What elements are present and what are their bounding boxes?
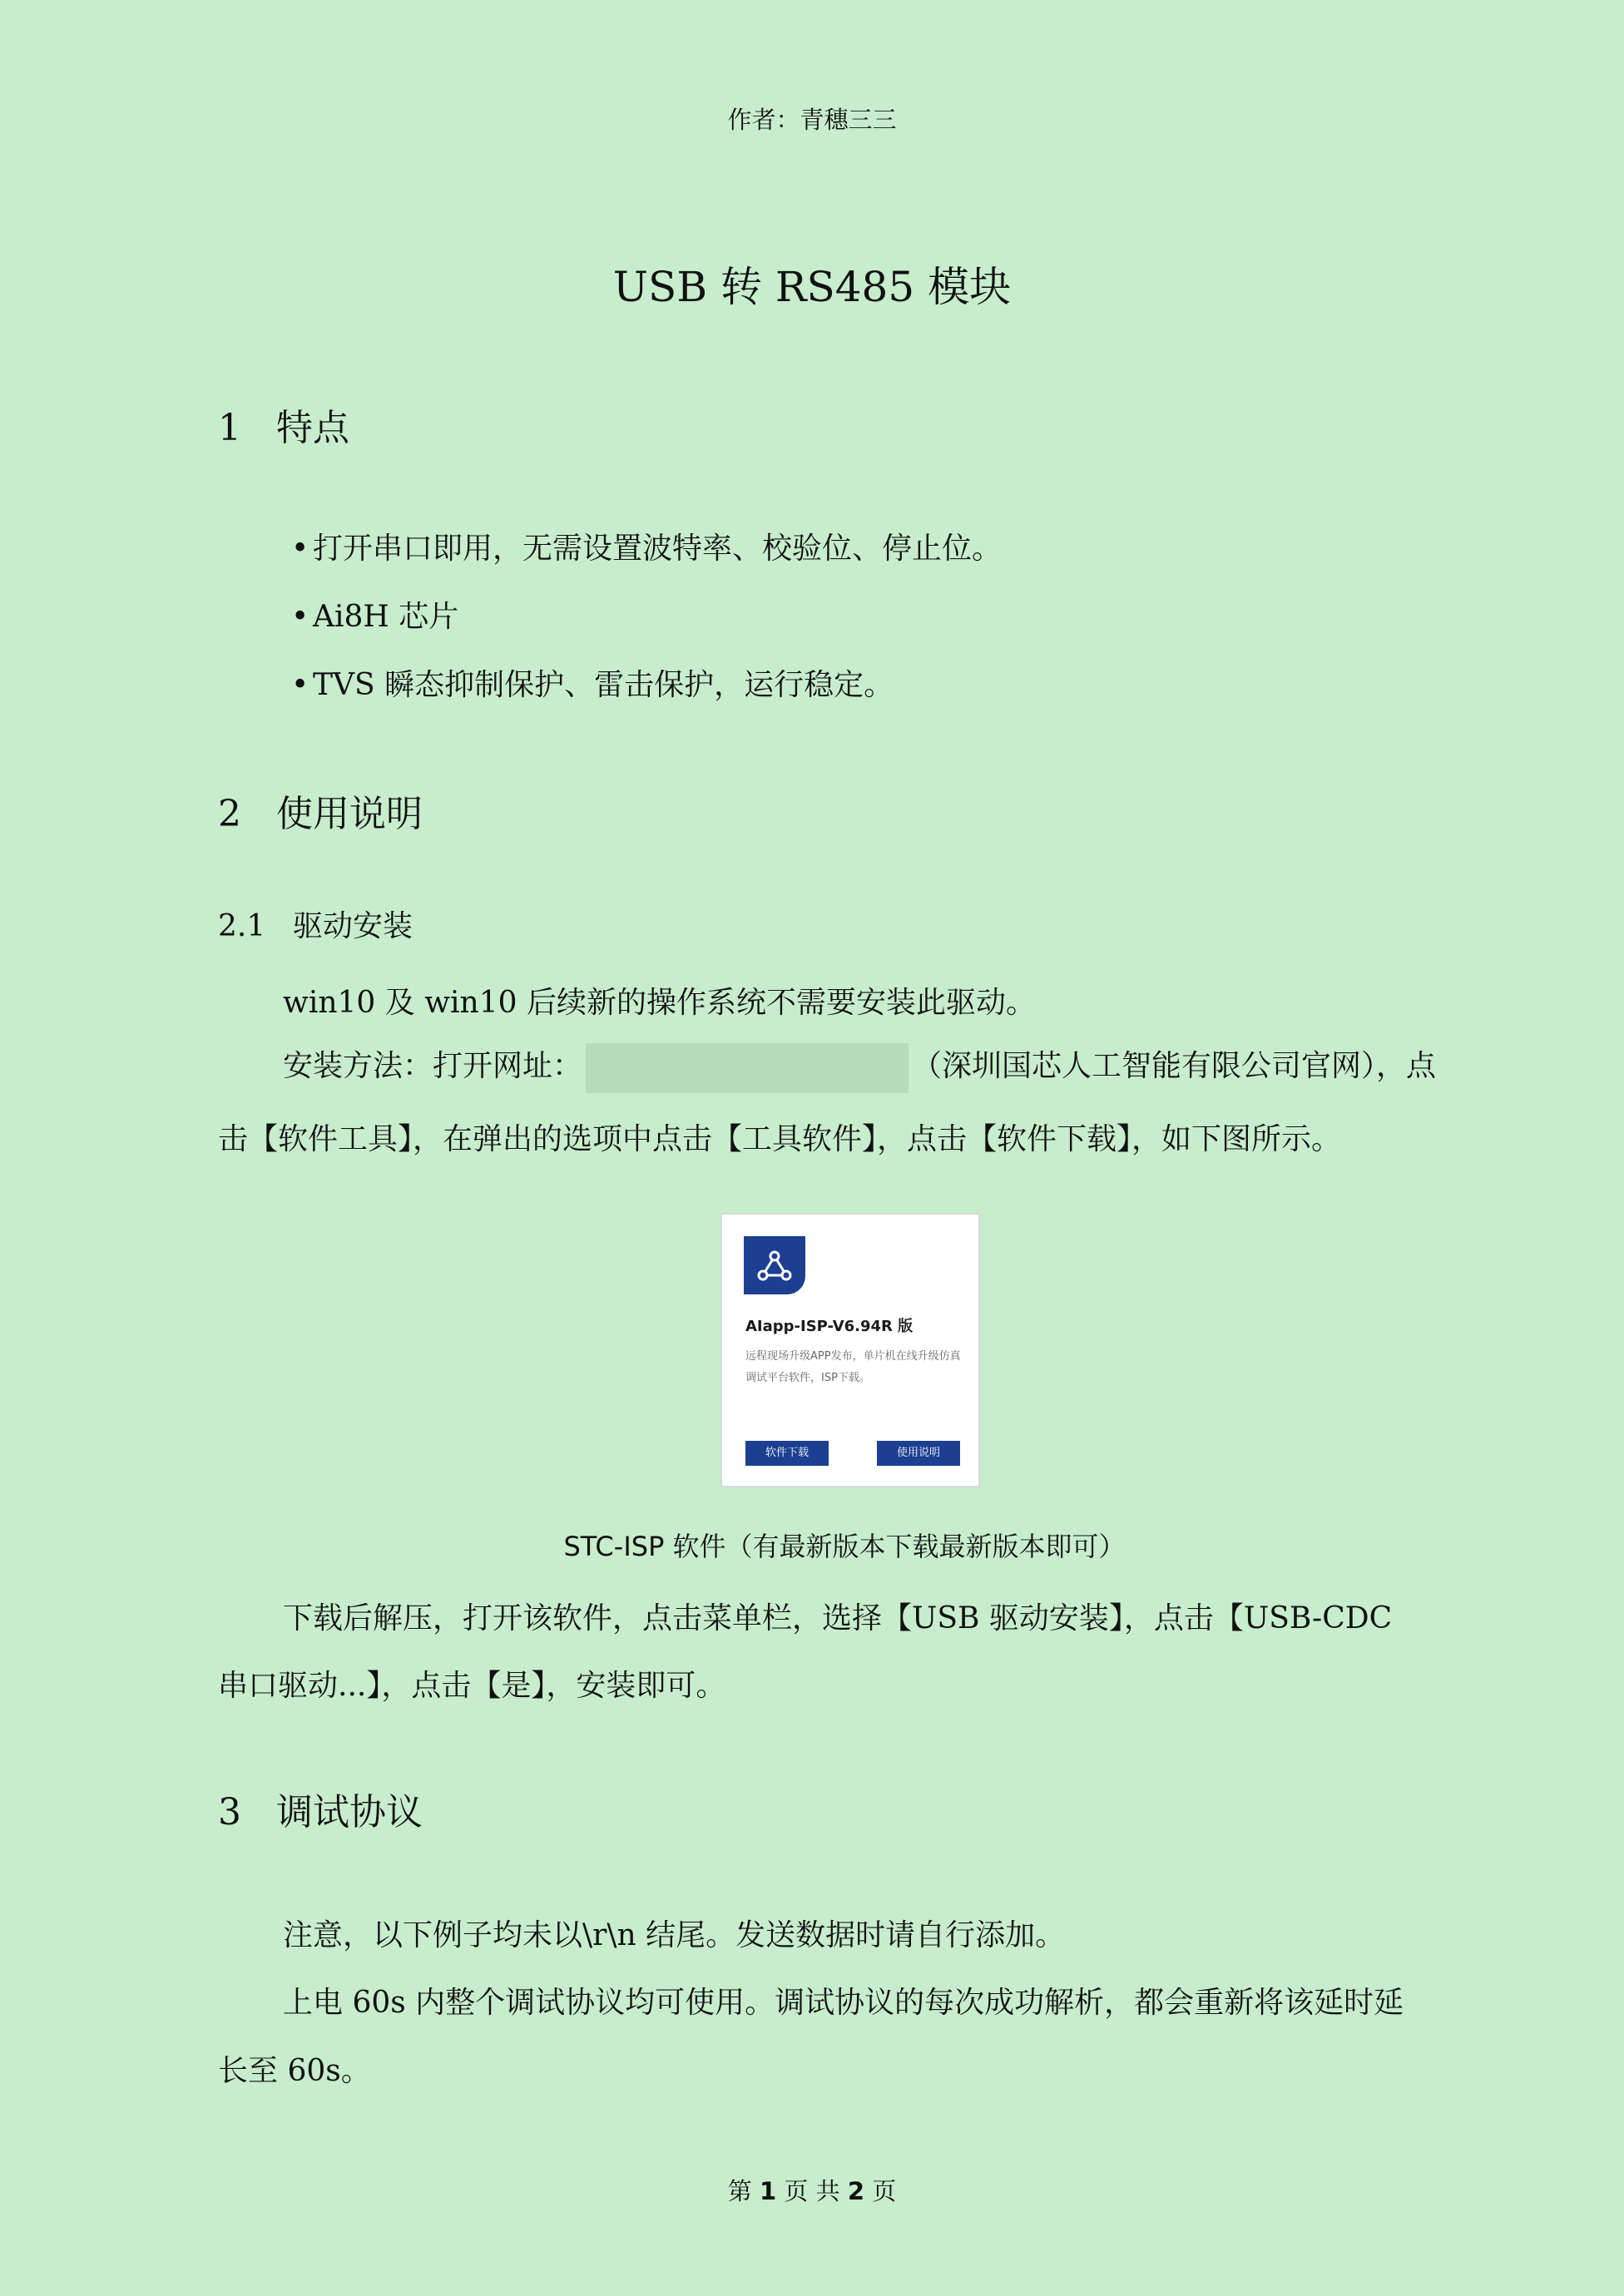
section-2-heading <box>218 784 423 837</box>
document-title: USB 转 RS485 模块 <box>612 263 1012 311</box>
card-title: AIapp-ISP-V6.94R 版 <box>745 1318 914 1335</box>
footer-text: 页 <box>872 2177 897 2205</box>
paragraph-line: 长至 60s。 <box>218 2054 371 2088</box>
paragraph-install-method <box>283 1042 1436 1093</box>
paragraph-text: 安装方法：打开网址： <box>283 1049 583 1083</box>
card-description: 远程现场升级APP发布，单片机在线升级仿真调试平台软件，ISP下载。 <box>745 1350 961 1384</box>
subsection-number: 2.1 <box>218 909 266 943</box>
bullet-dot: • <box>291 532 309 566</box>
subsection-title: 驱动安装 <box>293 909 413 943</box>
paragraph-line: 串口驱动...】，点击【是】，安装即可。 <box>218 1669 726 1703</box>
section-number: 3 <box>218 1791 241 1833</box>
download-software-button: 软件下载 <box>745 1441 829 1466</box>
paragraph-line: 下载后解压，打开该软件，点击菜单栏，选择【USB 驱动安装】，点击【USB-CDC <box>283 1601 1393 1635</box>
figure-caption: STC-ISP 软件（有最新版本下载最新版本即可） <box>563 1531 1126 1562</box>
section-1-heading <box>218 398 349 451</box>
redacted-url <box>586 1043 909 1093</box>
page-footer <box>0 2173 1624 2207</box>
bullet-dot: • <box>291 668 309 702</box>
feature-bullet <box>291 593 458 636</box>
paragraph: win10 及 win10 后续新的操作系统不需要安装此驱动。 <box>283 986 1036 1020</box>
paragraph-line: 上电 60s 内整个调试协议均可使用。调试协议的每次成功解析，都会重新将该延时延 <box>283 1986 1404 2020</box>
section-title: 调试协议 <box>276 1791 423 1833</box>
bullet-text: TVS 瞬态抑制保护、雷击保护，运行稳定。 <box>313 668 894 702</box>
current-page-number: 1 <box>759 2177 777 2205</box>
paragraph-line: 击【软件工具】，在弹出的选项中点击【工具软件】，点击【软件下载】，如下图所示。 <box>218 1122 1342 1156</box>
footer-text: 页 共 <box>784 2177 840 2205</box>
paragraph-text: （深圳国芯人工智能有限公司官网），点 <box>912 1049 1437 1083</box>
software-card-image <box>720 1213 980 1487</box>
share-network-icon <box>744 1236 805 1294</box>
footer-text: 第 <box>727 2177 752 2205</box>
paragraph: 注意，以下例子均未以\r\n 结尾。发送数据时请自行添加。 <box>283 1918 1066 1952</box>
bullet-text: 打开串口即用，无需设置波特率、校验位、停止位。 <box>313 532 1003 566</box>
bullet-dot: • <box>291 600 309 634</box>
total-page-count: 2 <box>847 2177 865 2205</box>
feature-bullet <box>291 661 894 704</box>
subsection-2-1-heading <box>218 903 413 945</box>
section-number: 1 <box>218 407 241 449</box>
section-title: 特点 <box>276 407 349 449</box>
page-header-author: 作者：青穗三三 <box>727 106 897 134</box>
bullet-text: Ai8H 芯片 <box>313 600 459 634</box>
section-3-heading <box>218 1782 423 1835</box>
feature-bullet <box>291 525 1002 567</box>
section-title: 使用说明 <box>276 793 423 835</box>
section-number: 2 <box>218 793 241 835</box>
user-manual-button: 使用说明 <box>877 1441 960 1466</box>
